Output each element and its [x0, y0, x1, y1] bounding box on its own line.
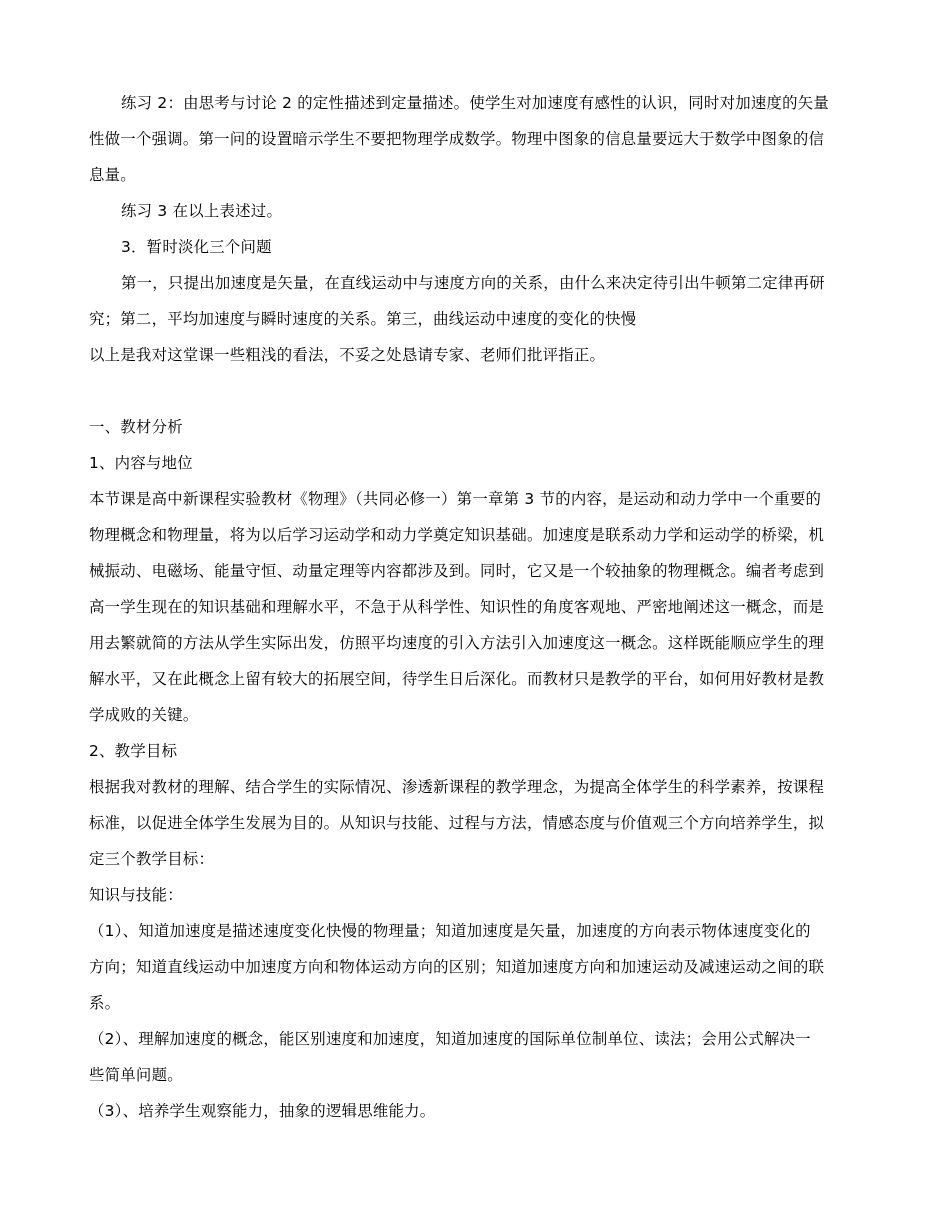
list-item: （3）、培养学生观察能力，抽象的逻辑思维能力。 — [89, 1102, 436, 1120]
list-item: 些简单问题。 — [89, 1066, 183, 1084]
knowledge-heading: 知识与技能： — [89, 886, 183, 904]
exercise2-line: 练习 2：由思考与讨论 2 的定性描述到定量描述。使学生对加速度有感性的认识，同时对加速度的矢量 — [121, 94, 830, 112]
list-item: 方向；知道直线运动中加速度方向和物体运动方向的区别；知道加速度方向和加速运动及减速运动之间的联 — [89, 958, 825, 976]
list-item: （1）、知道加速度是描述速度变化快慢的物理量；知道加速度是矢量，加速度的方向表示物体速度变化的 — [89, 922, 811, 940]
list-item: 系。 — [89, 994, 121, 1012]
paragraph-line: 高一学生现在的知识基础和理解水平，不急于从科学性、知识性的角度客观地、严密地阐述这一概念，而是 — [89, 598, 825, 616]
section-heading: 一、教材分析 — [89, 418, 183, 436]
closing-line: 以上是我对这堂课一些粗浅的看法，不妥之处恳请专家、老师们批评指正。 — [89, 346, 606, 364]
paragraph-line: 械振动、电磁场、能量守恒、动量定理等内容都涉及到。同时，它又是一个较抽象的物理概念。编者考虑到 — [89, 562, 825, 580]
paragraph-gap — [89, 373, 857, 409]
paragraph-line: 学成败的关键。 — [89, 706, 199, 724]
paragraph-line: 用去繁就简的方法从学生实际出发，仿照平均速度的引入方法引入加速度这一概念。这样既能顺应学生的理 — [89, 634, 825, 652]
point3-heading: 3．暂时淡化三个问题 — [121, 238, 272, 256]
exercise2-line: 性做一个强调。第一问的设置暗示学生不要把物理学成数学。物理中图象的信息量要远大于数学中图象的信 — [89, 130, 825, 148]
exercise2-line: 息量。 — [89, 166, 136, 184]
paragraph-line: 本节课是高中新课程实验教材《物理》（共同必修一）第一章第 3 节的内容，是运动和动力学中一个重要的 — [89, 490, 822, 508]
point3-body-line: 究；第二，平均加速度与瞬时速度的关系。第三，曲线运动中速度的变化的快慢 — [89, 310, 637, 328]
paragraph-line: 定三个教学目标： — [89, 850, 215, 868]
subsection-heading: 2、教学目标 — [89, 742, 178, 760]
paragraph-line: 物理概念和物理量，将为以后学习运动学和动力学奠定知识基础。加速度是联系动力学和运动学的桥梁，机 — [89, 526, 825, 544]
list-item: （2）、理解加速度的概念，能区别速度和加速度，知道加速度的国际单位制单位、读法；会用公式解决一 — [89, 1030, 811, 1048]
exercise3-line: 练习 3 在以上表述过。 — [121, 202, 283, 220]
paragraph-line: 解水平，又在此概念上留有较大的拓展空间，待学生日后深化。而教材只是教学的平台，如何用好教材是教 — [89, 670, 825, 688]
subsection-heading: 1、内容与地位 — [89, 454, 193, 472]
paragraph-line: 标准，以促进全体学生发展为目的。从知识与技能、过程与方法，情感态度与价值观三个方向培养学生，拟 — [89, 814, 825, 832]
paragraph-line: 根据我对教材的理解、结合学生的实际情况、渗透新课程的教学理念，为提高全体学生的科学素养，按课程 — [89, 778, 825, 796]
point3-body-line: 第一，只提出加速度是矢量，在直线运动中与速度方向的关系，由什么来决定待引出牛顿第二定律再研 — [121, 274, 825, 292]
document-page — [89, 85, 857, 1129]
